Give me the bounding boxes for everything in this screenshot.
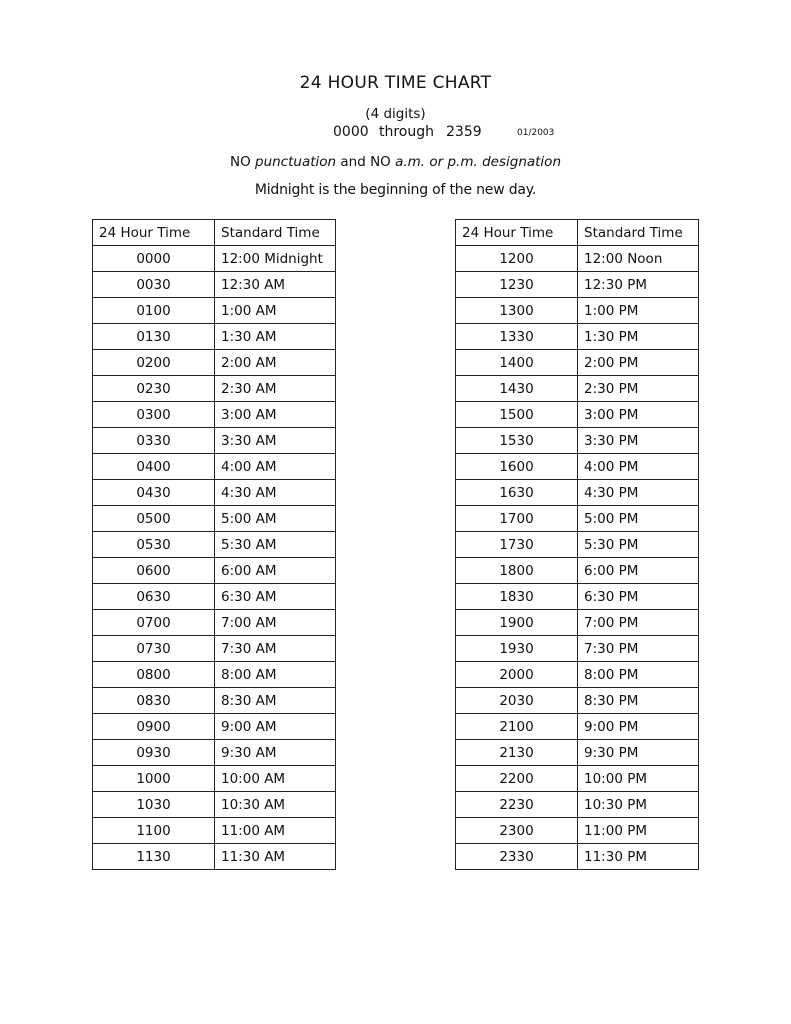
table-row: [93, 480, 336, 506]
military-time-cell: 1300: [456, 298, 578, 324]
standard-time-cell: 1:30 AM: [215, 324, 336, 350]
military-time-cell: 2200: [456, 766, 578, 792]
military-time-cell: 1230: [456, 272, 578, 298]
table-row: [93, 636, 336, 662]
table-row: [93, 766, 336, 792]
military-time-cell: 0730: [93, 636, 215, 662]
table-row: [456, 792, 699, 818]
table-row: [93, 714, 336, 740]
standard-time-cell: 3:30 AM: [215, 428, 336, 454]
table-row: [93, 454, 336, 480]
military-time-cell: 2300: [456, 818, 578, 844]
military-time-cell: 1330: [456, 324, 578, 350]
column-header-standard: Standard Time: [578, 220, 699, 246]
military-time-cell: 0530: [93, 532, 215, 558]
table-row: [456, 402, 699, 428]
table-row: [456, 324, 699, 350]
table-row: [93, 662, 336, 688]
military-time-cell: 2330: [456, 844, 578, 870]
military-time-cell: 0630: [93, 584, 215, 610]
note-no-1: NO: [229, 154, 255, 170]
standard-time-cell: 11:00 AM: [215, 818, 336, 844]
note-designation: a.m. or p.m. designation: [395, 154, 562, 170]
table-row: [93, 558, 336, 584]
military-time-cell: 2130: [456, 740, 578, 766]
table-row: [456, 558, 699, 584]
table-row: [93, 584, 336, 610]
am-time-table: [92, 219, 336, 870]
table-row: [93, 506, 336, 532]
table-row: [456, 844, 699, 870]
table-row: [93, 688, 336, 714]
military-time-cell: 1530: [456, 428, 578, 454]
standard-time-cell: 4:30 AM: [215, 480, 336, 506]
standard-time-cell: 10:00 AM: [215, 766, 336, 792]
table-row: [456, 532, 699, 558]
table-row: [93, 402, 336, 428]
military-time-cell: 0000: [93, 246, 215, 272]
standard-time-cell: 11:30 PM: [578, 844, 699, 870]
military-time-cell: 1500: [456, 402, 578, 428]
table-row: [93, 792, 336, 818]
standard-time-cell: 5:00 AM: [215, 506, 336, 532]
table-row: [456, 610, 699, 636]
standard-time-cell: 8:30 AM: [215, 688, 336, 714]
military-time-cell: 1430: [456, 376, 578, 402]
standard-time-cell: 3:00 PM: [578, 402, 699, 428]
military-time-cell: 2230: [456, 792, 578, 818]
table-row: [456, 246, 699, 272]
table-row: [93, 298, 336, 324]
standard-time-cell: 8:00 AM: [215, 662, 336, 688]
standard-time-cell: 9:30 AM: [215, 740, 336, 766]
standard-time-cell: 12:30 PM: [578, 272, 699, 298]
standard-time-cell: 12:00 Midnight: [215, 246, 336, 272]
table-row: [456, 428, 699, 454]
table-row: [456, 766, 699, 792]
am-table-body: [93, 246, 336, 870]
table-row: [456, 740, 699, 766]
military-time-cell: 0130: [93, 324, 215, 350]
standard-time-cell: 9:00 AM: [215, 714, 336, 740]
standard-time-cell: 8:30 PM: [578, 688, 699, 714]
standard-time-cell: 9:00 PM: [578, 714, 699, 740]
military-time-cell: 0100: [93, 298, 215, 324]
standard-time-cell: 8:00 PM: [578, 662, 699, 688]
note-and-no: and NO: [336, 154, 396, 170]
military-time-cell: 0500: [93, 506, 215, 532]
standard-time-cell: 11:30 AM: [215, 844, 336, 870]
standard-time-cell: 6:00 PM: [578, 558, 699, 584]
table-row: [456, 376, 699, 402]
table-row: [456, 688, 699, 714]
column-header-standard: Standard Time: [215, 220, 336, 246]
midnight-note: Midnight is the beginning of the new day.: [254, 182, 537, 198]
military-time-cell: 2030: [456, 688, 578, 714]
table-row: [93, 428, 336, 454]
military-time-cell: 1700: [456, 506, 578, 532]
standard-time-cell: 10:00 PM: [578, 766, 699, 792]
table-row: [93, 350, 336, 376]
standard-time-cell: 7:00 AM: [215, 610, 336, 636]
military-time-cell: 1900: [456, 610, 578, 636]
military-time-cell: 0030: [93, 272, 215, 298]
standard-time-cell: 11:00 PM: [578, 818, 699, 844]
standard-time-cell: 6:30 PM: [578, 584, 699, 610]
standard-time-cell: 6:30 AM: [215, 584, 336, 610]
military-time-cell: 0300: [93, 402, 215, 428]
punctuation-note: [0, 154, 791, 170]
military-time-cell: 0900: [93, 714, 215, 740]
standard-time-cell: 7:30 AM: [215, 636, 336, 662]
military-time-cell: 0700: [93, 610, 215, 636]
standard-time-cell: 1:00 AM: [215, 298, 336, 324]
standard-time-cell: 4:00 PM: [578, 454, 699, 480]
military-time-cell: 1130: [93, 844, 215, 870]
standard-time-cell: 12:00 Noon: [578, 246, 699, 272]
military-time-cell: 1630: [456, 480, 578, 506]
standard-time-cell: 1:00 PM: [578, 298, 699, 324]
column-header-24-hour: 24 Hour Time: [456, 220, 578, 246]
table-row: [93, 844, 336, 870]
standard-time-cell: 5:00 PM: [578, 506, 699, 532]
standard-time-cell: 1:30 PM: [578, 324, 699, 350]
standard-time-cell: 10:30 AM: [215, 792, 336, 818]
military-time-cell: 0230: [93, 376, 215, 402]
table-row: [456, 714, 699, 740]
table-row: [456, 662, 699, 688]
table-row: [93, 246, 336, 272]
standard-time-cell: 2:00 AM: [215, 350, 336, 376]
standard-time-cell: 5:30 AM: [215, 532, 336, 558]
military-time-cell: 1730: [456, 532, 578, 558]
table-row: [93, 532, 336, 558]
note-punctuation: punctuation: [255, 154, 337, 170]
military-time-cell: 1830: [456, 584, 578, 610]
military-time-cell: 0330: [93, 428, 215, 454]
table-row: [93, 610, 336, 636]
page-title: 24 HOUR TIME CHART: [299, 73, 492, 93]
military-time-cell: 0600: [93, 558, 215, 584]
military-time-cell: 1000: [93, 766, 215, 792]
military-time-cell: 0200: [93, 350, 215, 376]
standard-time-cell: 7:30 PM: [578, 636, 699, 662]
range-from: 0000: [333, 124, 369, 140]
military-time-cell: 0800: [93, 662, 215, 688]
table-row: [93, 376, 336, 402]
table-row: [93, 740, 336, 766]
standard-time-cell: 3:00 AM: [215, 402, 336, 428]
range-to: 2359: [446, 124, 482, 140]
pm-time-table: [455, 219, 699, 870]
table-row: [456, 818, 699, 844]
military-time-cell: 1600: [456, 454, 578, 480]
military-time-cell: 0930: [93, 740, 215, 766]
military-time-cell: 2000: [456, 662, 578, 688]
standard-time-cell: 2:30 PM: [578, 376, 699, 402]
table-row: [456, 272, 699, 298]
military-time-cell: 1200: [456, 246, 578, 272]
table-row: [456, 480, 699, 506]
range-through: through: [379, 124, 435, 140]
standard-time-cell: 6:00 AM: [215, 558, 336, 584]
standard-time-cell: 12:30 AM: [215, 272, 336, 298]
table-row: [456, 454, 699, 480]
table-header-row: [456, 220, 699, 246]
pm-table-body: [456, 246, 699, 870]
table-row: [93, 324, 336, 350]
standard-time-cell: 2:30 AM: [215, 376, 336, 402]
revision-date: 01/2003: [517, 128, 555, 138]
time-range: [333, 124, 482, 140]
military-time-cell: 1400: [456, 350, 578, 376]
standard-time-cell: 10:30 PM: [578, 792, 699, 818]
standard-time-cell: 4:30 PM: [578, 480, 699, 506]
military-time-cell: 0400: [93, 454, 215, 480]
standard-time-cell: 9:30 PM: [578, 740, 699, 766]
table-row: [93, 272, 336, 298]
table-row: [456, 636, 699, 662]
standard-time-cell: 5:30 PM: [578, 532, 699, 558]
table-row: [456, 584, 699, 610]
table-row: [93, 818, 336, 844]
military-time-cell: 1030: [93, 792, 215, 818]
military-time-cell: 2100: [456, 714, 578, 740]
table-row: [456, 506, 699, 532]
standard-time-cell: 3:30 PM: [578, 428, 699, 454]
table-row: [456, 298, 699, 324]
military-time-cell: 0430: [93, 480, 215, 506]
column-header-24-hour: 24 Hour Time: [93, 220, 215, 246]
military-time-cell: 1800: [456, 558, 578, 584]
military-time-cell: 1100: [93, 818, 215, 844]
standard-time-cell: 2:00 PM: [578, 350, 699, 376]
standard-time-cell: 4:00 AM: [215, 454, 336, 480]
table-header-row: [93, 220, 336, 246]
standard-time-cell: 7:00 PM: [578, 610, 699, 636]
digits-note: (4 digits): [365, 106, 426, 122]
table-row: [456, 350, 699, 376]
military-time-cell: 0830: [93, 688, 215, 714]
military-time-cell: 1930: [456, 636, 578, 662]
